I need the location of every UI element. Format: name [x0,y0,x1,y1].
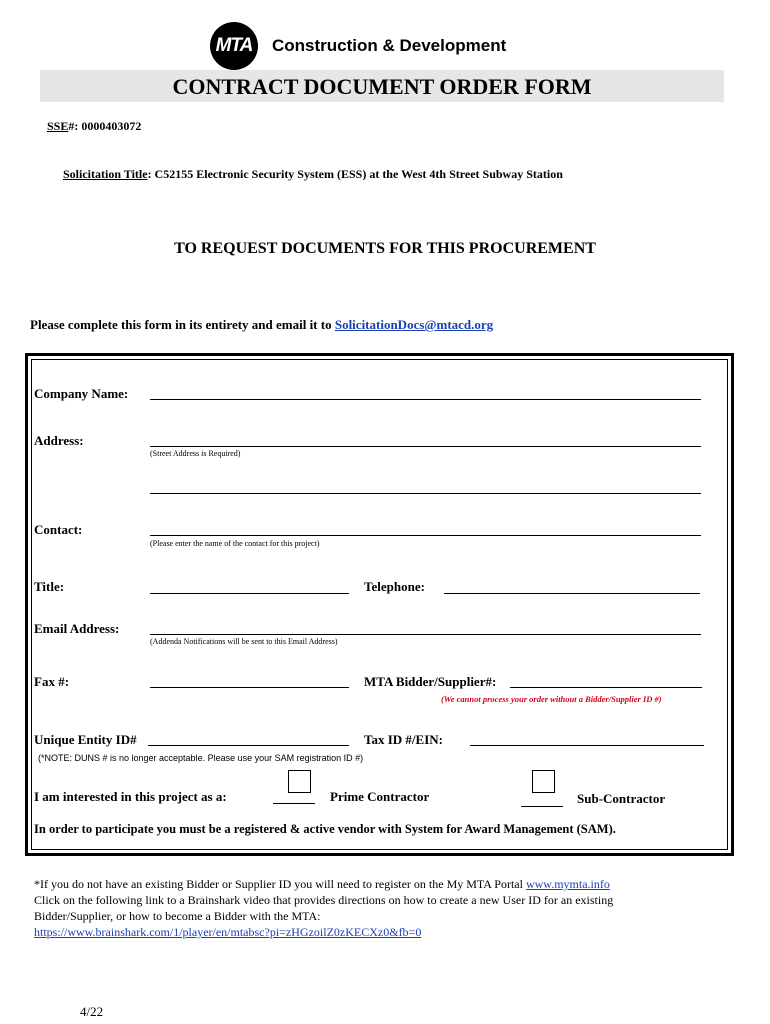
taxid-field[interactable] [470,745,704,746]
sse-line [47,119,141,134]
footer-line2: Click on the following link to a Brainshark video that provides directions on how to create a new User ID for an existing [34,893,614,907]
sub-contractor-label: Sub-Contractor [577,791,666,806]
header-logo [210,22,506,70]
telephone-label: Telephone: [364,579,425,594]
email-field[interactable] [150,634,701,635]
footer-line3: Bidder/Supplier, or how to become a Bidder with the MTA: [34,909,321,923]
email-hint: (Addenda Notifications will be sent to this Email Address) [150,637,338,646]
sub-contractor-checkbox[interactable] [532,770,555,793]
telephone-field[interactable] [444,593,700,594]
prime-contractor-label: Prime Contractor [330,789,430,804]
company-name-field[interactable] [150,399,701,400]
fax-field[interactable] [150,687,349,688]
address-hint: (Street Address is Required) [150,449,241,458]
uei-label: Unique Entity ID# [34,732,137,747]
address-field-line1[interactable] [150,446,701,447]
mta-logo-text: MTA [215,35,253,56]
form-outer-border [25,353,734,856]
mymta-link[interactable]: www.mymta.info [525,877,610,891]
bidder-label: MTA Bidder/Supplier#: [364,674,497,689]
instruction-text: Please complete this form in its entirety and email it to [30,317,335,332]
solicitation-label: Solicitation Title [63,167,148,181]
title-label: Title: [34,579,65,594]
footer-line1 [34,876,734,892]
interest-label: I am interested in this project as a: [34,789,227,804]
form-inner-border [31,359,728,850]
mta-logo-icon [210,22,258,70]
instruction-line [30,317,493,333]
sse-value: #: 0000403072 [68,119,142,133]
brainshark-link[interactable]: https://www.brainshark.com/1/player/en/mtabsc?pi=zHGzoilZ0zKECXz0&fb=0 [34,925,422,939]
footer-notes [34,876,734,940]
title-field[interactable] [150,593,349,594]
sam-note: In order to participate you must be a registered & active vendor with System for Award Management (SAM). [34,822,616,836]
solicitation-line [63,167,563,182]
prime-contractor-checkbox[interactable] [288,770,311,793]
fax-label: Fax #: [34,674,70,689]
solicitation-email-link[interactable]: SolicitationDocs@mtacd.org [334,317,494,332]
page-title: CONTRACT DOCUMENT ORDER FORM [172,74,592,99]
prime-contractor-blank [273,803,315,804]
solicitation-value: : C52155 Electronic Security System (ESS) at the West 4th Street Subway Station [147,167,563,181]
address-field-line2[interactable] [150,493,701,494]
division-name: Construction & Development [272,36,507,55]
company-name-label: Company Name: [34,386,129,401]
title-band [40,70,724,102]
sse-label: SSE [47,119,69,133]
sub-contractor-blank [521,806,563,807]
bidder-warning: (We cannot process your order without a Bidder/Supplier ID #) [441,694,662,704]
contact-label: Contact: [34,522,83,537]
subheading: TO REQUEST DOCUMENTS FOR THIS PROCUREMENT [174,240,596,257]
contact-field[interactable] [150,535,701,536]
email-label: Email Address: [34,621,120,636]
contact-hint: (Please enter the name of the contact for this project) [150,539,320,548]
page-date: 4/22 [80,1004,104,1019]
uei-field[interactable] [148,745,349,746]
duns-note: (*NOTE: DUNS # is no longer acceptable. Please use your SAM registration ID #) [38,753,364,763]
footer-note-text: *If you do not have an existing Bidder or Supplier ID you will need to register on the My MTA Portal [34,877,526,891]
taxid-label: Tax ID #/EIN: [364,732,443,747]
bidder-field[interactable] [510,687,702,688]
address-label: Address: [34,433,84,448]
